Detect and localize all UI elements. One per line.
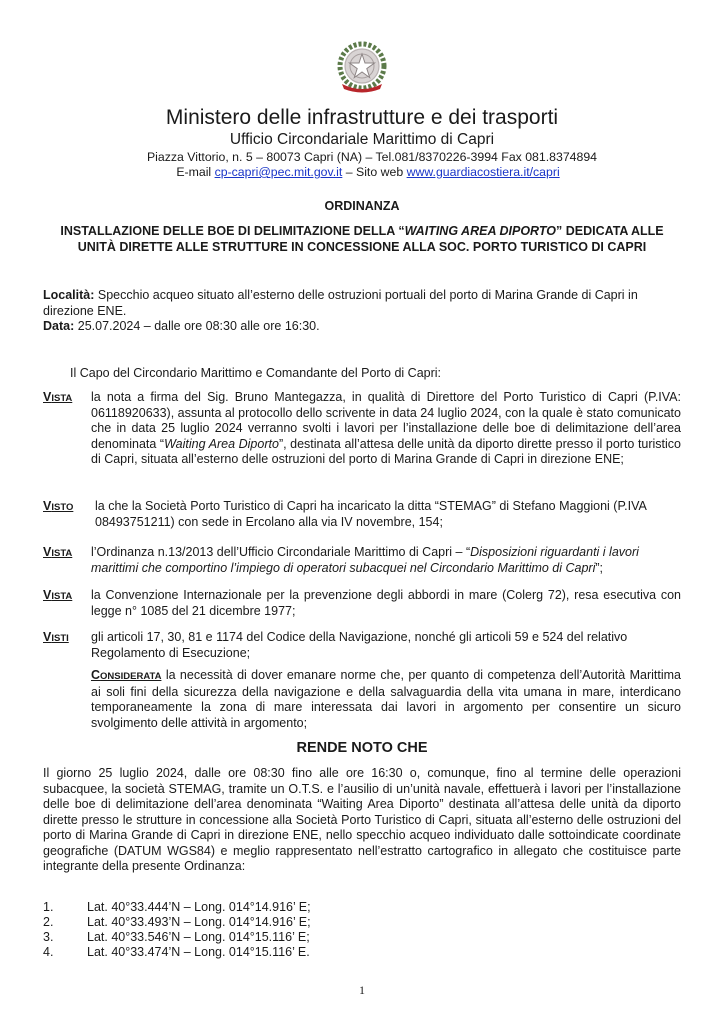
office-name: Ufficio Circondariale Marittimo di Capri [229, 131, 495, 148]
premise-label: VISTI [43, 630, 69, 644]
document-page: Ministero delle infrastrutture e dei trasporti Ufficio Circondariale Marittimo di Capri Piazza Vittorio, n. 5 – 80073 Capri (NA) – Tel.081/8370226-3994 Fax 081.8374894 E-mail cp-capri@pec.mit.gov.it – Sito web www.guardiacostiera.it/capri ORDINANZA INSTALLAZIONE DELLE BOE DI DELIMITAZIONE DELLA “WAITING AREA DIPORTO” DEDICATA ALLE UNITÀ DIRETTE ALLE STRUTTURE IN CONCESSIONE ALLA SOC. PORTO TURISTICO DI CAPRI Località: Specchio acqueo situato all’esterno delle ostruzioni portuali del porto di Marina Grande di Capri in direzione ENE. Data: 25.07.2024 – dalle ore 08:30 alle ore 16:30. Il Capo del Circondario Marittimo e Comandante del Porto di Capri: VISTA la nota a firma del Sig. Bruno Mantegazza, in qualità di Direttore del Porto Turistico di Capri (P.IVA: 06118920633), assunta al protocollo dello scrivente in data 24 luglio 2024, con la quale è stato comunicato che in data 25 luglio 2024 verranno svolti i lavori per l’installazione delle boe di delimitazione dell’area denominata “Waiting Area Diporto”, destinata all’attesa delle unità da diporto dirette presso il porto turistico di Capri, situata all’esterno delle ostruzioni del porto di Marina Grande di Capri in direzione ENE; VISTO la che la Società Porto Turistico di Capri ha incaricato la ditta “STEMAG” di Stefano Maggioni (P.IVA 08493751211) con sede in Ercolano alla via IV novembre, 154; VISTA l’Ordinanza n.13/2013 dell’Ufficio Circondariale Marittimo di Capri – “Disposizioni riguardanti i lavori marittimi che comportino l’impiego di operatori subacquei nel Circondario Marittimo di Capri”; VISTA la Convenzione Internazionale per la prevenzione degli abbordi in mare (Colerg 72), resa esecutiva con legge n° 1085 del 21 dicembre 1977; VISTI gli articoli 17, 30, 81 e 1174 del Codice della Navigazione, nonché gli articoli 59 e 524 del relativo Regolamento di Esecuzione; CONSIDERATA la necessità di dover emanare norme che, per quanto di competenza dell’Autorità Marittima ai soli fini della sicurezza della navigazione e della salvaguardia della vita umana in mare, interdicano temporaneamente la zona di mare interessata dai lavori in argomento per consentire un sicuro svolgimento delle attività in argomento; RENDE NOTO CHE Il giorno 25 luglio 2024, dalle ore 08:30 fino alle ore 16:30 o, comunque, fino al termine delle operazioni subacquee, la società STEMAG, tramite un O.T.S. e l’ausilio di un’unità navale, effettuerà i lavori per l’installazione delle boe di delimitazione dell’area denominata “Waiting Area Diporto” destinata all’attesa delle unità da diporto dirette presso le strutture in concessione alla Società Porto Turistico di Capri, situata all’esterno delle ostruzioni del porto di Marina Grande di Capri in direzione ENE, nello specchio acqueo individuato dalle sottoindicate coordinate geografiche (DATUM WGS84) e meglio rappresentato nell’estratto cartografico in allegato che costituisce parte integrante della presente Ordinanza: 1. Lat. 40°33.444’N – Long. 014°14.916’ E; 2. Lat. 40°33.493’N – Long. 014°14.916’ E; 3. Lat. 40°33.546’N – Long. 014°15.116’ E; 4. Lat. 40°33.474’N – Long. 014°15.116’ E. 1 [0, 0, 724, 1024]
premise-text: la nota a firma del Sig. Bruno Mantegazza, in qualità di Direttore del Porto Turistico di Capri (P.IVA: 06118920633), assunta al protocollo dello scrivente in data 24 luglio 2024, con la quale è stato comunicato che in data 25 luglio 2024 verranno svolti i lavori per l’installazione delle boe di delimitazione dell’area denominata “Waiting Area Diporto”, destinata all’attesa delle unità da diporto dirette presso il porto turistico di Capri, situata all’esterno delle ostruzioni del porto di Marina Grande di Capri in direzione ENE; [91, 390, 682, 466]
data [43, 319, 683, 335]
italian-republic-emblem-icon [334, 40, 390, 96]
premise-label: VISTA [43, 545, 73, 559]
email-label: E-mail [176, 165, 215, 179]
subject-text-end: ” DEDICATA ALLE UNITÀ DIRETTE ALLE STRUTTURE IN CONCESSIONE ALLA SOC. PORTO TURISTICO DI CAPRI [77, 224, 664, 254]
ministry-title: Ministero delle infrastrutture e dei trasporti [165, 106, 559, 129]
premise-text: gli articoli 17, 30, 81 e 1174 del Codice della Navigazione, nonché gli articoli 59 e 524 del relativo Regolamento di Esecuzione; [91, 630, 628, 660]
rende-noto-heading: RENDE NOTO CHE [296, 740, 428, 756]
contact-line [0, 165, 724, 180]
website-label: – Sito web [342, 165, 407, 179]
premise-label: CONSIDERATA [91, 668, 162, 682]
website-link[interactable]: www.guardiacostiera.it/capri [406, 165, 560, 179]
ordinance-subject [58, 224, 666, 255]
premise-text: la Convenzione Internazionale per la prevenzione degli abbordi in mare (Colerg 72), resa esecutiva con legge n° 1085 del 21 dicembre 1977; [91, 588, 681, 618]
premise-text: la necessità di dover emanare norme che, per quanto di competenza dell’Autorità Marittima ai soli fini della sicurezza della navigazione e della salvaguardia della vita umana in mare, interdicano temporaneamente la zona di mare interessata dai lavori in argomento per consentire un sicuro svolgimento delle attività in argomento; [91, 668, 681, 730]
subject-italic: WAITING AREA DIPORTO [404, 224, 556, 238]
premise-text: la che la Società Porto Turistico di Capri ha incaricato la ditta “STEMAG” di Stefano Maggioni (P.IVA 08493751211) con sede in Ercolano alla via IV novembre, 154; [95, 499, 647, 529]
ordinance-title: ORDINANZA [324, 199, 400, 213]
office-address: Piazza Vittorio, n. 5 – 80073 Capri (NA) – Tel.081/8370226-3994 Fax 081.8374894 [146, 150, 598, 164]
premise-text: l’Ordinanza n.13/2013 dell’Ufficio Circondariale Marittimo di Capri – “Disposizioni riguardanti i lavori marittimi che comportino l’impiego di operatori subacquei nel Circondario Marittimo di Capri”; [91, 545, 639, 575]
email-link[interactable]: cp-capri@pec.mit.gov.it [214, 165, 343, 179]
localita-text: Specchio acqueo situato all’esterno delle ostruzioni portuali del porto di Marina Grande di Capri in direzione ENE. [43, 288, 638, 318]
data-label: Data: [43, 319, 75, 333]
localita-label: Località: [43, 288, 95, 302]
data-text: 25.07.2024 – dalle ore 08:30 alle ore 16:30. [74, 319, 320, 333]
premise-label: VISTA [43, 588, 73, 602]
premise-label: VISTA [43, 390, 73, 404]
page-number: 1 [359, 983, 365, 997]
intro-text: Il Capo del Circondario Marittimo e Comandante del Porto di Capri: [70, 366, 442, 380]
subject-text: INSTALLAZIONE DELLE BOE DI DELIMITAZIONE DELLA “ [60, 224, 405, 238]
localita [43, 288, 683, 319]
premise-considerata [43, 668, 681, 731]
premise-label: VISTO [43, 499, 74, 513]
rende-noto-paragraph: Il giorno 25 luglio 2024, dalle ore 08:30 fino alle ore 16:30 o, comunque, fino al termine delle operazioni subacquee, la società STEMAG, tramite un O.T.S. e l’ausilio di un’unità navale, effettuerà i lavori per l’installazione delle boe di delimitazione dell’area denominata “Waiting Area Diporto” destinata all’attesa delle unità da diporto dirette presso le strutture in concessione alla Società Porto Turistico di Capri, situata all’esterno delle ostruzioni del porto di Marina Grande di Capri in direzione ENE, nello specchio acqueo individuato dalle sottoindicate coordinate geografiche (DATUM WGS84) e meglio rappresentato nell’estratto cartografico in allegato che costituisce parte integrante della presente Ordinanza: [43, 766, 681, 873]
